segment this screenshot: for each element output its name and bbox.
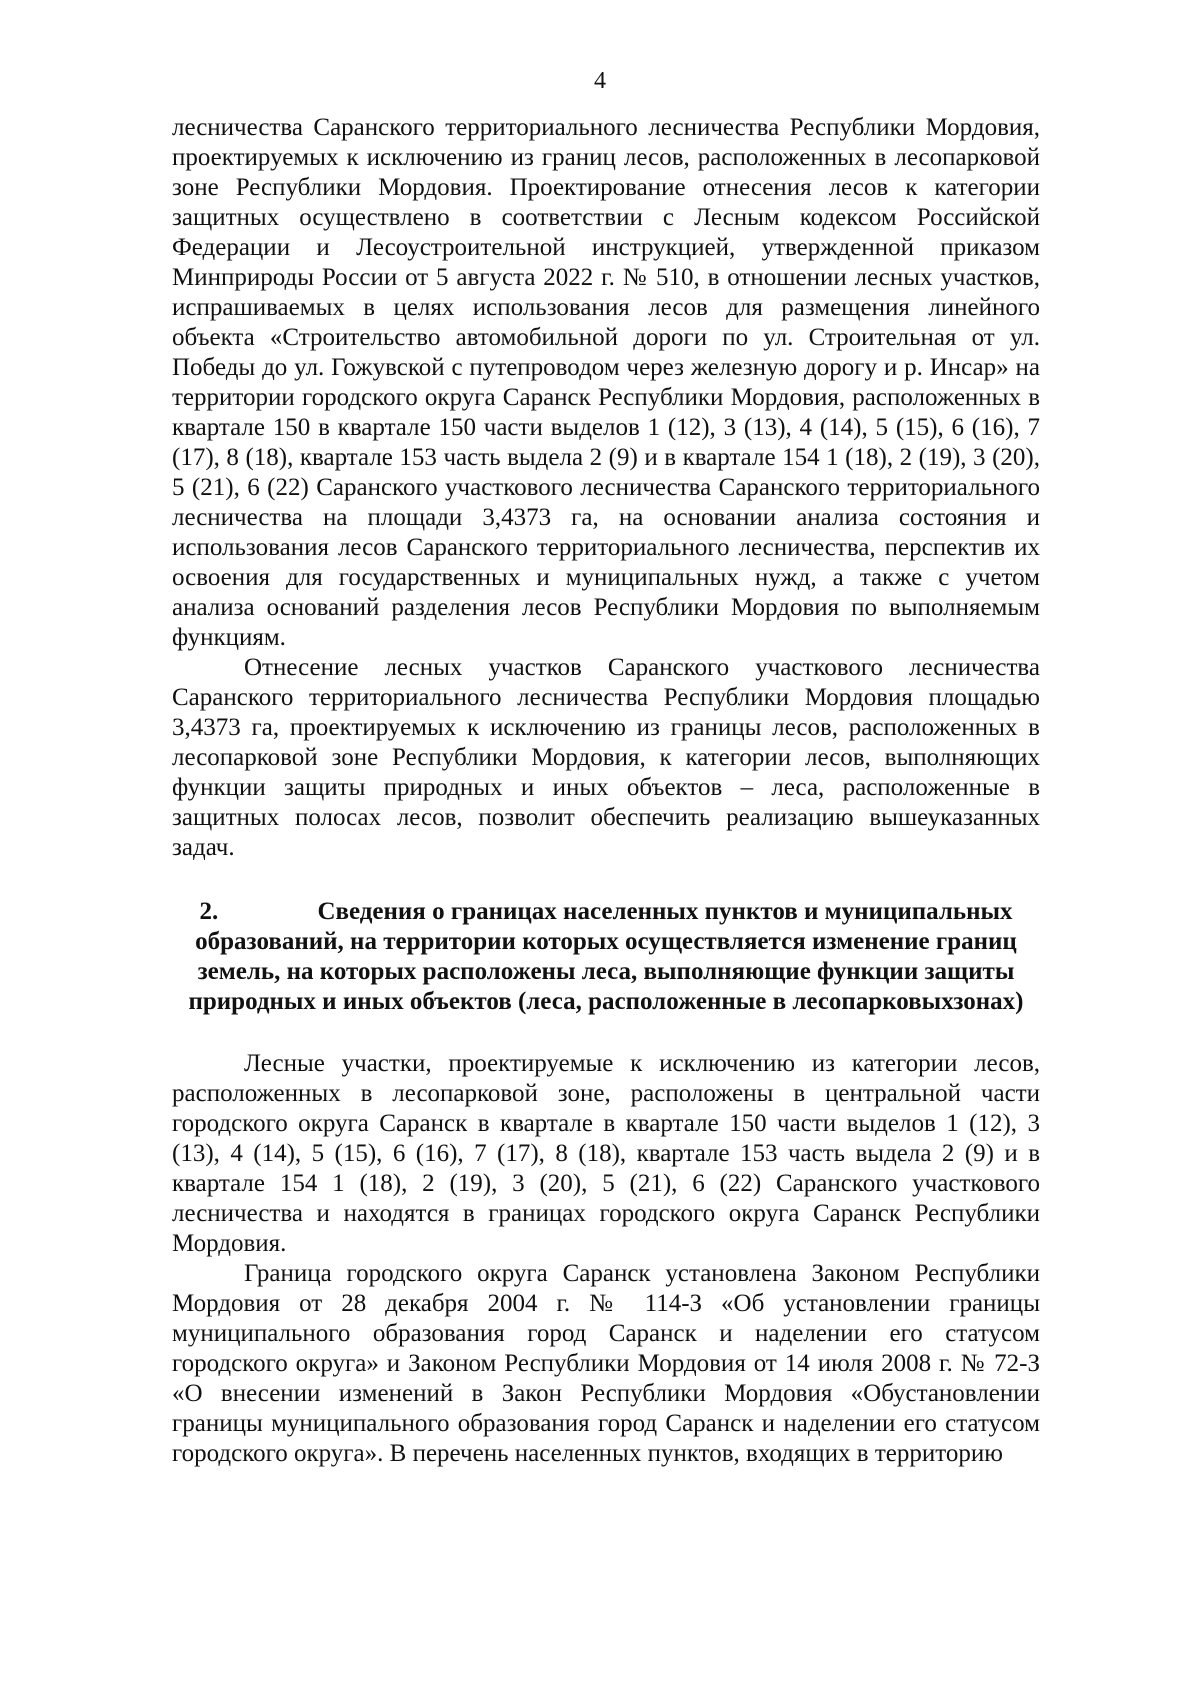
paragraph-location: Лесные участки, проектируемые к исключению из категории лесов, расположенных в лесопарковой зоне, расположены в центральной части городского округа Саранск в квартале в квартале 150 части выделов 1 (12), 3 (13), 4 (14), 5 (15), 6 (16), 7 (17), 8 (18), квартале 153 часть выдела 2 (9) и в квартале 154 1 (18), 2 (19), 3 (20), 5 (21), 6 (22) Саранского участкового лесничества и находятся в границах городского округа Саранск Республики Мордовия. (172, 1050, 1040, 1257)
section-number: 2. (199, 898, 219, 925)
paragraph-boundary-law: Граница городского округа Саранск установлена Законом Республики Мордовия от 28 декабря 2004 г. № 114-З «Об установлении границы муниципального образования город Саранск и наделении его статусом городского округа» и Законом Республики Мордовия от 14 июля 2008 г. № 72-З «О внесении изменений в Закон Республики Мордовия «Обустановлении границы муниципального образования город Саранск и наделении его статусом городского округа». В перечень населенных пунктов, входящих в территорию (172, 1260, 1040, 1467)
paragraph-continuation: лесничества Саранского территориального лесничества Республики Мордовия, проектируемых к исключению из границ лесов, расположенных в лесопарковой зоне Республики Мордовия. Проектирование отнесения лесов к категории защитных осуществлено в соответствии с Лесным кодексом Российской Федерации и Лесоустроительной инструкцией, утвержденной приказом Минприроды России от 5 августа 2022 г. № 510, в отношении лесных участков, испрашиваемых в целях использования лесов для размещения линейного объекта «Строительство автомобильной дороги по ул. Строительная от ул. Победы до ул. Гожувской с путепроводом через железную дорогу и р. Инсар» на территории городского округа Саранск Республики Мордовия, расположенных в квартале 150 в квартале 150 части выделов 1 (12), 3 (13), 4 (14), 5 (15), 6 (16), 7 (17), 8 (18), квартале 153 часть выдела 2 (9) и в квартале 154 1 (18), 2 (19), 3 (20), 5 (21), 6 (22) Саранского участкового лесничества Саранского территориального лесничества на площади 3,4373 га, на основании анализа состояния и использования лесов Саранского территориального лесничества, перспектив их освоения для государственных и муниципальных нужд, а также с учетом анализа оснований разделения лесов Республики Мордовия по выполняемым функциям. (172, 114, 1040, 651)
page-number: 4 (594, 68, 606, 94)
document-body (172, 113, 1040, 1469)
paragraph-classification: Отнесение лесных участков Саранского участкового лесничества Саранского территориального лесничества Республики Мордовия площадью 3,4373 га, проектируемых к исключению из границы лесов, расположенных в лесопарковой зоне Республики Мордовия, к категории лесов, выполняющих функции защиты природных и иных объектов – леса, расположенные в защитных полосах лесов, позволит обеспечить реализацию вышеуказанных задач. (172, 654, 1040, 861)
section-heading (172, 897, 1040, 1017)
section-title: Сведения о границах населенных пунктов и муниципальных образований, на территории которых осуществляется изменение границ земель, на которых расположены леса, выполняющие функции защиты природных и иных объектов (леса, расположенные в лесопарковыхзонах) (188, 898, 1024, 1015)
